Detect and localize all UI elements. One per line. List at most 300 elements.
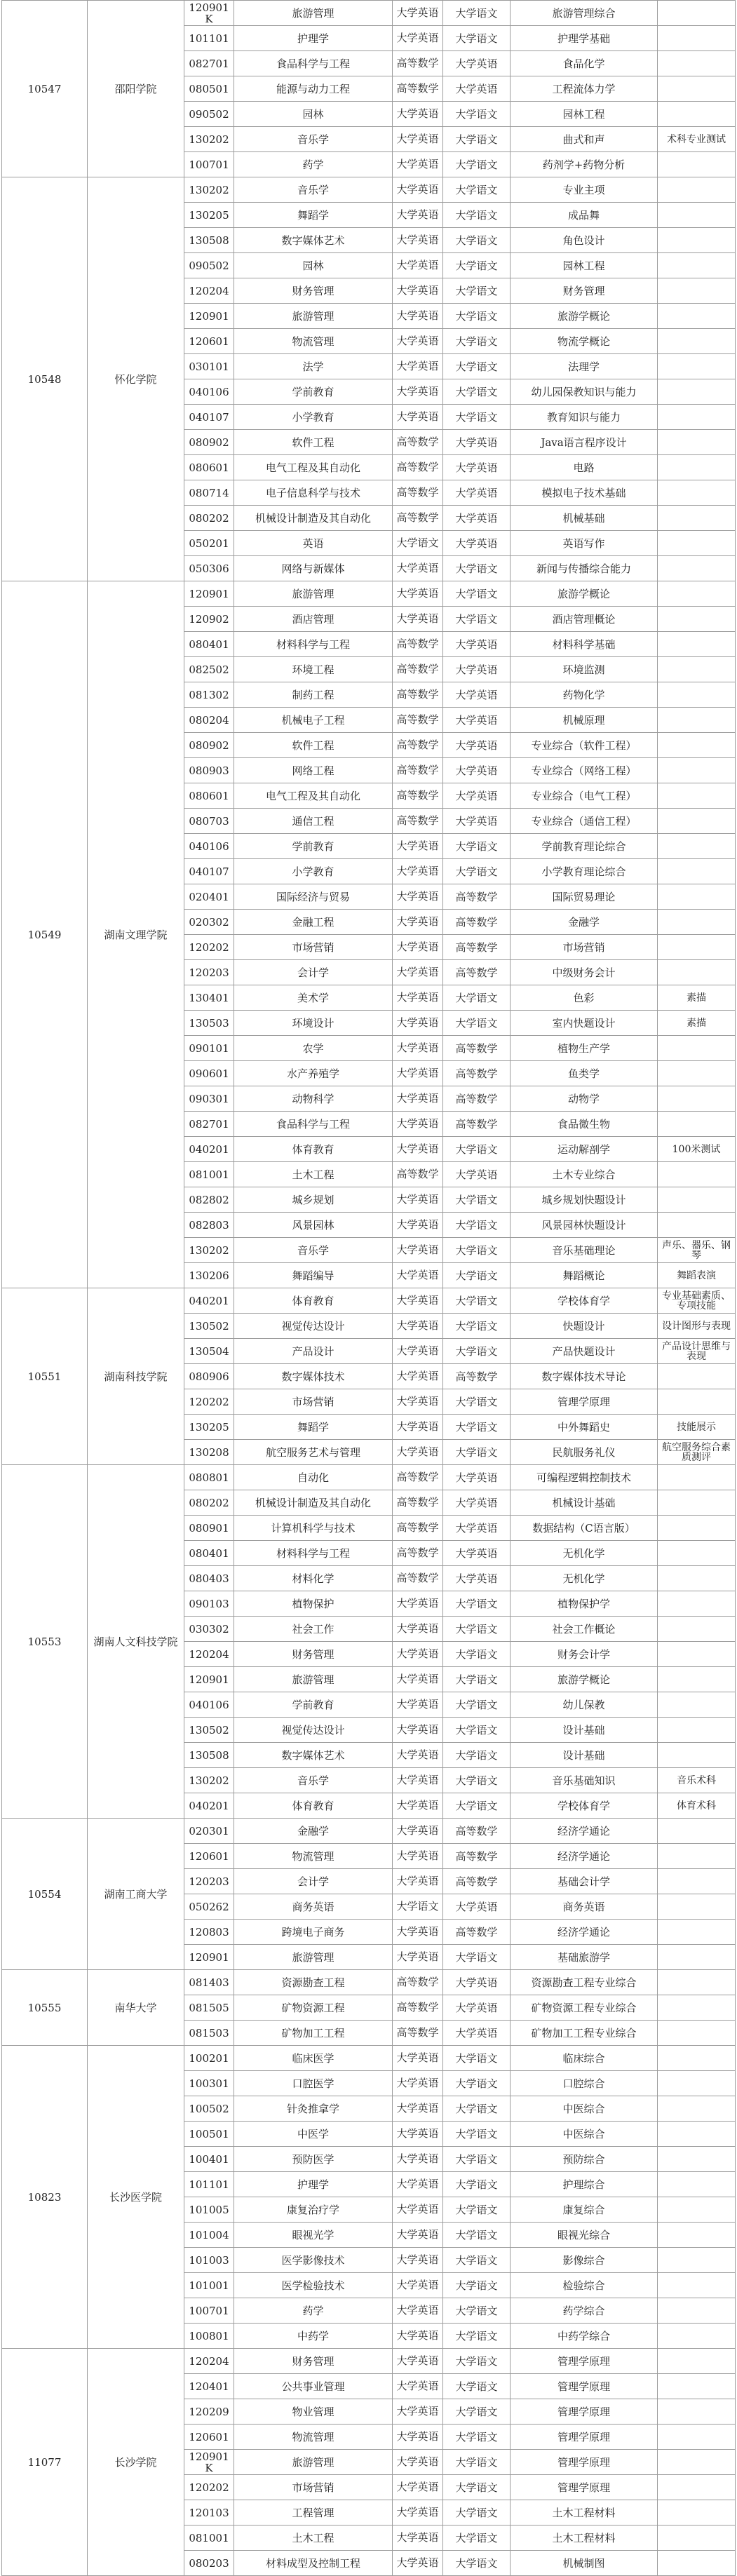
extra-exam-cell [658,203,736,228]
professional-subject-cell: 国际贸易理论 [511,884,658,910]
extra-exam-cell [658,1970,736,1995]
extra-exam-cell [658,1692,736,1718]
public-subject-1-cell: 高等数学 [393,657,443,682]
professional-subject-cell: 机械制图 [511,2551,658,2576]
extra-exam-cell [658,834,736,859]
public-subject-1-cell: 大学英语 [393,1591,443,1617]
public-subject-2-cell: 大学语文 [443,2349,511,2374]
public-subject-2-cell: 大学语文 [443,581,511,607]
major-code-cell: 080903 [184,758,234,783]
professional-subject-cell: 眼视光综合 [511,2223,658,2248]
extra-exam-cell [658,1465,736,1490]
major-name-cell: 电气工程及其自动化 [234,783,393,809]
public-subject-1-cell: 大学英语 [393,1718,443,1743]
major-name-cell: 旅游管理 [234,1945,393,1970]
extra-exam-cell [658,581,736,607]
major-name-cell: 学前教育 [234,834,393,859]
professional-subject-cell: 舞蹈概论 [511,1263,658,1288]
professional-subject-cell: 药学综合 [511,2298,658,2324]
major-name-cell: 医学检验技术 [234,2273,393,2298]
professional-subject-cell: 角色设计 [511,228,658,253]
major-name-cell: 机械电子工程 [234,708,393,733]
major-code-cell: 080901 [184,1516,234,1541]
major-name-cell: 社会工作 [234,1617,393,1642]
public-subject-2-cell: 大学语文 [443,228,511,253]
public-subject-1-cell: 大学英语 [393,152,443,177]
extra-exam-cell [658,253,736,278]
public-subject-1-cell: 大学英语 [393,2223,443,2248]
professional-subject-cell: 植物保护学 [511,1591,658,1617]
extra-exam-cell [658,480,736,506]
extra-exam-cell [658,884,736,910]
major-code-cell: 080801 [184,1465,234,1490]
major-name-cell: 材料成型及控制工程 [234,2551,393,2576]
school-name-cell: 长沙学院 [88,2349,184,2576]
public-subject-1-cell: 大学英语 [393,935,443,960]
extra-exam-cell [658,1591,736,1617]
public-subject-2-cell: 大学英语 [443,809,511,834]
professional-subject-cell: 鱼类学 [511,1061,658,1086]
public-subject-1-cell: 大学英语 [393,127,443,152]
major-name-cell: 电子信息科学与技术 [234,480,393,506]
extra-exam-cell [658,1112,736,1137]
public-subject-1-cell: 大学英语 [393,1036,443,1061]
major-code-cell: 082803 [184,1213,234,1238]
public-subject-1-cell: 大学英语 [393,2046,443,2071]
public-subject-1-cell: 大学英语 [393,2450,443,2475]
major-name-cell: 音乐学 [234,1238,393,1263]
major-code-cell: 130202 [184,1768,234,1793]
public-subject-2-cell: 大学语文 [443,2374,511,2399]
major-name-cell: 音乐学 [234,177,393,203]
public-subject-1-cell: 大学英语 [393,1086,443,1112]
extra-exam-cell: 产品设计思维与表现 [658,1339,736,1364]
extra-exam-cell [658,2399,736,2425]
major-code-cell: 090101 [184,1036,234,1061]
major-name-cell: 物业管理 [234,2399,393,2425]
public-subject-2-cell: 大学语文 [443,405,511,430]
major-code-cell: 100701 [184,152,234,177]
professional-subject-cell: 护理综合 [511,2172,658,2197]
major-name-cell: 舞蹈编导 [234,1263,393,1288]
extra-exam-cell [658,859,736,884]
public-subject-2-cell: 大学语文 [443,1238,511,1263]
major-code-cell: 080902 [184,733,234,758]
school-name-cell: 邵阳学院 [88,1,184,177]
extra-exam-cell [658,228,736,253]
major-code-cell: 082802 [184,1187,234,1213]
professional-subject-cell: 动物学 [511,1086,658,1112]
major-code-cell: 040201 [184,1793,234,1819]
professional-subject-cell: 无机化学 [511,1566,658,1591]
major-code-cell: 040106 [184,379,234,405]
public-subject-2-cell: 大学语文 [443,1288,511,1314]
major-name-cell: 网络工程 [234,758,393,783]
major-code-cell: 130202 [184,177,234,203]
extra-exam-cell [658,1061,736,1086]
public-subject-1-cell: 大学英语 [393,2273,443,2298]
professional-subject-cell: 学校体育学 [511,1288,658,1314]
public-subject-1-cell: 大学英语 [393,607,443,632]
major-code-cell: 120202 [184,935,234,960]
extra-exam-cell [658,2526,736,2551]
professional-subject-cell: 设计基础 [511,1718,658,1743]
professional-subject-cell: 财务管理 [511,278,658,304]
major-name-cell: 土木工程 [234,2526,393,2551]
major-code-cell: 130502 [184,1314,234,1339]
professional-subject-cell: 室内快题设计 [511,1011,658,1036]
professional-subject-cell: 影像综合 [511,2248,658,2273]
major-code-cell: 030101 [184,354,234,379]
public-subject-2-cell: 大学语文 [443,1137,511,1162]
major-code-cell: 120202 [184,2475,234,2500]
major-name-cell: 临床医学 [234,2046,393,2071]
extra-exam-cell [658,1667,736,1692]
major-code-cell: 080202 [184,506,234,531]
major-name-cell: 小学教育 [234,859,393,884]
major-name-cell: 体育教育 [234,1288,393,1314]
public-subject-1-cell: 大学英语 [393,2324,443,2349]
professional-subject-cell: 护理学基础 [511,26,658,51]
major-code-cell: 090502 [184,253,234,278]
major-name-cell: 财务管理 [234,2349,393,2374]
public-subject-1-cell: 大学英语 [393,1692,443,1718]
professional-subject-cell: 数字媒体技术导论 [511,1364,658,1389]
extra-exam-cell [658,2096,736,2122]
public-subject-2-cell: 大学语文 [443,379,511,405]
extra-exam-cell [658,1086,736,1112]
public-subject-2-cell: 大学英语 [443,51,511,76]
public-subject-1-cell: 大学英语 [393,228,443,253]
major-name-cell: 计算机科学与技术 [234,1516,393,1541]
major-name-cell: 市场营销 [234,1389,393,1415]
major-code-cell: 090502 [184,102,234,127]
public-subject-2-cell: 大学语文 [443,1591,511,1617]
major-name-cell: 财务管理 [234,278,393,304]
public-subject-1-cell: 大学英语 [393,1869,443,1894]
extra-exam-cell [658,2021,736,2046]
major-code-cell: 100301 [184,2071,234,2096]
major-code-cell: 120203 [184,1869,234,1894]
major-name-cell: 药学 [234,2298,393,2324]
professional-subject-cell: 财务会计学 [511,1642,658,1667]
professional-subject-cell: 管理学原理 [511,2399,658,2425]
major-name-cell: 矿物加工工程 [234,2021,393,2046]
public-subject-1-cell: 高等数学 [393,480,443,506]
major-code-cell: 101003 [184,2248,234,2273]
extra-exam-cell [658,2172,736,2197]
public-subject-1-cell: 高等数学 [393,1162,443,1187]
public-subject-1-cell: 大学英语 [393,1440,443,1465]
professional-subject-cell: 运动解剖学 [511,1137,658,1162]
major-code-cell: 130502 [184,1718,234,1743]
public-subject-1-cell: 大学英语 [393,379,443,405]
public-subject-1-cell: 大学英语 [393,329,443,354]
professional-subject-cell: 专业综合（通信工程） [511,809,658,834]
public-subject-2-cell: 高等数学 [443,960,511,985]
public-subject-2-cell: 大学语文 [443,859,511,884]
public-subject-1-cell: 大学英语 [393,1819,443,1844]
major-name-cell: 航空服务艺术与管理 [234,1440,393,1465]
public-subject-2-cell: 大学英语 [443,783,511,809]
public-subject-2-cell: 大学语文 [443,1440,511,1465]
major-code-cell: 130503 [184,1011,234,1036]
professional-subject-cell: 土木工程材料 [511,2526,658,2551]
public-subject-1-cell: 大学英语 [393,1844,443,1869]
extra-exam-cell [658,2197,736,2223]
extra-exam-cell [658,632,736,657]
extra-exam-cell: 舞蹈表演 [658,1263,736,1288]
professional-subject-cell: 教育知识与能力 [511,405,658,430]
major-name-cell: 学前教育 [234,379,393,405]
professional-subject-cell: 专业综合（软件工程） [511,733,658,758]
extra-exam-cell [658,1617,736,1642]
public-subject-2-cell: 大学语文 [443,1793,511,1819]
major-code-cell: 100201 [184,2046,234,2071]
school-code-cell: 10547 [2,1,88,177]
major-code-cell: 082701 [184,51,234,76]
professional-subject-cell: 经济学通论 [511,1819,658,1844]
professional-subject-cell: 园林工程 [511,253,658,278]
professional-subject-cell: 电路 [511,455,658,480]
major-code-cell: 130205 [184,1415,234,1440]
public-subject-1-cell: 大学英语 [393,2500,443,2526]
professional-subject-cell: 旅游管理综合 [511,1,658,26]
major-name-cell: 食品科学与工程 [234,51,393,76]
school-name-cell: 湖南科技学院 [88,1288,184,1465]
professional-subject-cell: 产品快题设计 [511,1339,658,1364]
extra-exam-cell [658,177,736,203]
extra-exam-cell [658,758,736,783]
major-name-cell: 资源勘查工程 [234,1970,393,1995]
professional-subject-cell: 专业综合（网络工程） [511,758,658,783]
public-subject-2-cell: 大学语文 [443,1617,511,1642]
public-subject-2-cell: 大学英语 [443,1541,511,1566]
public-subject-1-cell: 大学英语 [393,1768,443,1793]
professional-subject-cell: 管理学原理 [511,1389,658,1415]
major-name-cell: 数字媒体艺术 [234,228,393,253]
major-code-cell: 090103 [184,1591,234,1617]
public-subject-1-cell: 高等数学 [393,1541,443,1566]
major-code-cell: 082701 [184,1112,234,1137]
extra-exam-cell [658,1389,736,1415]
public-subject-2-cell: 大学英语 [443,430,511,455]
extra-exam-cell [658,657,736,682]
professional-subject-cell: 土木工程材料 [511,2500,658,2526]
major-name-cell: 通信工程 [234,809,393,834]
extra-exam-cell [658,2248,736,2273]
extra-exam-cell [658,935,736,960]
public-subject-1-cell: 高等数学 [393,455,443,480]
public-subject-1-cell: 高等数学 [393,733,443,758]
public-subject-2-cell: 大学语文 [443,2551,511,2576]
public-subject-2-cell: 大学语文 [443,354,511,379]
extra-exam-cell [658,76,736,102]
major-name-cell: 药学 [234,152,393,177]
major-code-cell: 020401 [184,884,234,910]
public-subject-2-cell: 大学语文 [443,1415,511,1440]
public-subject-2-cell: 大学语文 [443,1263,511,1288]
public-subject-2-cell: 高等数学 [443,935,511,960]
professional-subject-cell: 设计基础 [511,1743,658,1768]
school-name-cell: 怀化学院 [88,177,184,581]
major-code-cell: 040107 [184,405,234,430]
major-code-cell: 120209 [184,2399,234,2425]
major-name-cell: 中医学 [234,2122,393,2147]
major-name-cell: 会计学 [234,1869,393,1894]
extra-exam-cell [658,455,736,480]
public-subject-1-cell: 大学英语 [393,1061,443,1086]
major-name-cell: 食品科学与工程 [234,1112,393,1137]
public-subject-1-cell: 大学英语 [393,960,443,985]
school-code-cell: 10554 [2,1819,88,1970]
table-row [2,581,736,607]
extra-exam-cell [658,354,736,379]
major-name-cell: 软件工程 [234,430,393,455]
public-subject-2-cell: 大学语文 [443,177,511,203]
public-subject-2-cell: 大学语文 [443,304,511,329]
public-subject-1-cell: 大学英语 [393,2298,443,2324]
extra-exam-cell: 体育术科 [658,1793,736,1819]
public-subject-2-cell: 大学英语 [443,1995,511,2021]
school-code-cell: 10555 [2,1970,88,2046]
school-code-cell: 10548 [2,177,88,581]
extra-exam-cell [658,2324,736,2349]
extra-exam-cell [658,556,736,581]
extra-exam-cell [658,405,736,430]
major-code-cell: 130401 [184,985,234,1011]
public-subject-2-cell: 大学语文 [443,1667,511,1692]
school-name-cell: 南华大学 [88,1970,184,2046]
professional-subject-cell: 中医综合 [511,2122,658,2147]
public-subject-1-cell: 大学英语 [393,2349,443,2374]
professional-subject-cell: 风景园林快题设计 [511,1213,658,1238]
major-code-cell: 040107 [184,859,234,884]
major-name-cell: 环境设计 [234,1011,393,1036]
professional-subject-cell: 旅游学概论 [511,1667,658,1692]
major-name-cell: 医学影像技术 [234,2248,393,2273]
professional-subject-cell: 经济学通论 [511,1844,658,1869]
major-code-cell: 130504 [184,1339,234,1364]
public-subject-2-cell: 大学英语 [443,1516,511,1541]
public-subject-1-cell: 大学英语 [393,1642,443,1667]
public-subject-1-cell: 高等数学 [393,708,443,733]
major-code-cell: 120601 [184,2425,234,2450]
professional-subject-cell: 专业主项 [511,177,658,203]
major-code-cell: 120203 [184,960,234,985]
major-name-cell: 国际经济与贸易 [234,884,393,910]
public-subject-2-cell: 大学英语 [443,2021,511,2046]
professional-subject-cell: 成品舞 [511,203,658,228]
professional-subject-cell: 材料科学基础 [511,632,658,657]
major-code-cell: 101101 [184,2172,234,2197]
professional-subject-cell: 曲式和声 [511,127,658,152]
major-name-cell: 公共事业管理 [234,2374,393,2399]
major-name-cell: 环境工程 [234,657,393,682]
extra-exam-cell [658,1869,736,1894]
table-row [2,1,736,26]
public-subject-1-cell: 大学英语 [393,1238,443,1263]
extra-exam-cell [658,2223,736,2248]
extra-exam-cell [658,1844,736,1869]
public-subject-1-cell: 大学英语 [393,2551,443,2576]
table-row [2,2349,736,2374]
professional-subject-cell: 中级财务会计 [511,960,658,985]
major-name-cell: 机械设计制造及其自动化 [234,1490,393,1516]
public-subject-1-cell: 高等数学 [393,2021,443,2046]
extra-exam-cell [658,1036,736,1061]
major-name-cell: 数字媒体艺术 [234,1743,393,1768]
major-code-cell: 130205 [184,203,234,228]
public-subject-2-cell: 大学语文 [443,2096,511,2122]
extra-exam-cell [658,1819,736,1844]
major-code-cell: 081505 [184,1995,234,2021]
major-name-cell: 产品设计 [234,1339,393,1364]
major-name-cell: 音乐学 [234,1768,393,1793]
major-code-cell: 120901 [184,1945,234,1970]
major-code-cell: 120902 [184,607,234,632]
extra-exam-cell: 技能展示 [658,1415,736,1440]
major-name-cell: 学前教育 [234,1692,393,1718]
major-code-cell: 080906 [184,1364,234,1389]
public-subject-2-cell: 大学语文 [443,2223,511,2248]
public-subject-1-cell: 大学英语 [393,1263,443,1288]
public-subject-1-cell: 大学英语 [393,2071,443,2096]
major-name-cell: 电气工程及其自动化 [234,455,393,480]
major-name-cell: 材料化学 [234,1566,393,1591]
major-code-cell: 080703 [184,809,234,834]
major-code-cell: 020301 [184,1819,234,1844]
public-subject-2-cell: 大学英语 [443,1490,511,1516]
public-subject-2-cell: 高等数学 [443,1869,511,1894]
major-name-cell: 市场营销 [234,935,393,960]
professional-subject-cell: 物流学概论 [511,329,658,354]
extra-exam-cell [658,2071,736,2096]
extra-exam-cell [658,2500,736,2526]
major-code-cell: 120901 [184,304,234,329]
public-subject-2-cell: 大学语文 [443,2122,511,2147]
public-subject-2-cell: 大学语文 [443,607,511,632]
extra-exam-cell [658,1541,736,1566]
public-subject-1-cell: 高等数学 [393,51,443,76]
public-subject-2-cell: 大学英语 [443,657,511,682]
major-name-cell: 护理学 [234,26,393,51]
public-subject-1-cell: 大学英语 [393,2248,443,2273]
school-code-cell: 10549 [2,581,88,1288]
public-subject-2-cell: 大学语文 [443,2399,511,2425]
major-name-cell: 物流管理 [234,329,393,354]
public-subject-2-cell: 大学语文 [443,1314,511,1339]
major-name-cell: 物流管理 [234,2425,393,2450]
major-code-cell: 080714 [184,480,234,506]
public-subject-1-cell: 大学英语 [393,1389,443,1415]
public-subject-2-cell: 大学语文 [443,2147,511,2172]
major-name-cell: 康复治疗学 [234,2197,393,2223]
extra-exam-cell [658,26,736,51]
extra-exam-cell [658,1,736,26]
public-subject-2-cell: 大学语文 [443,102,511,127]
major-code-cell: 101004 [184,2223,234,2248]
major-name-cell: 金融学 [234,1819,393,1844]
public-subject-2-cell: 大学语文 [443,1692,511,1718]
public-subject-1-cell: 大学英语 [393,304,443,329]
school-code-cell: 10551 [2,1288,88,1465]
public-subject-1-cell: 高等数学 [393,506,443,531]
public-subject-1-cell: 大学英语 [393,102,443,127]
major-name-cell: 城乡规划 [234,1187,393,1213]
major-name-cell: 动物科学 [234,1086,393,1112]
public-subject-2-cell: 大学英语 [443,708,511,733]
